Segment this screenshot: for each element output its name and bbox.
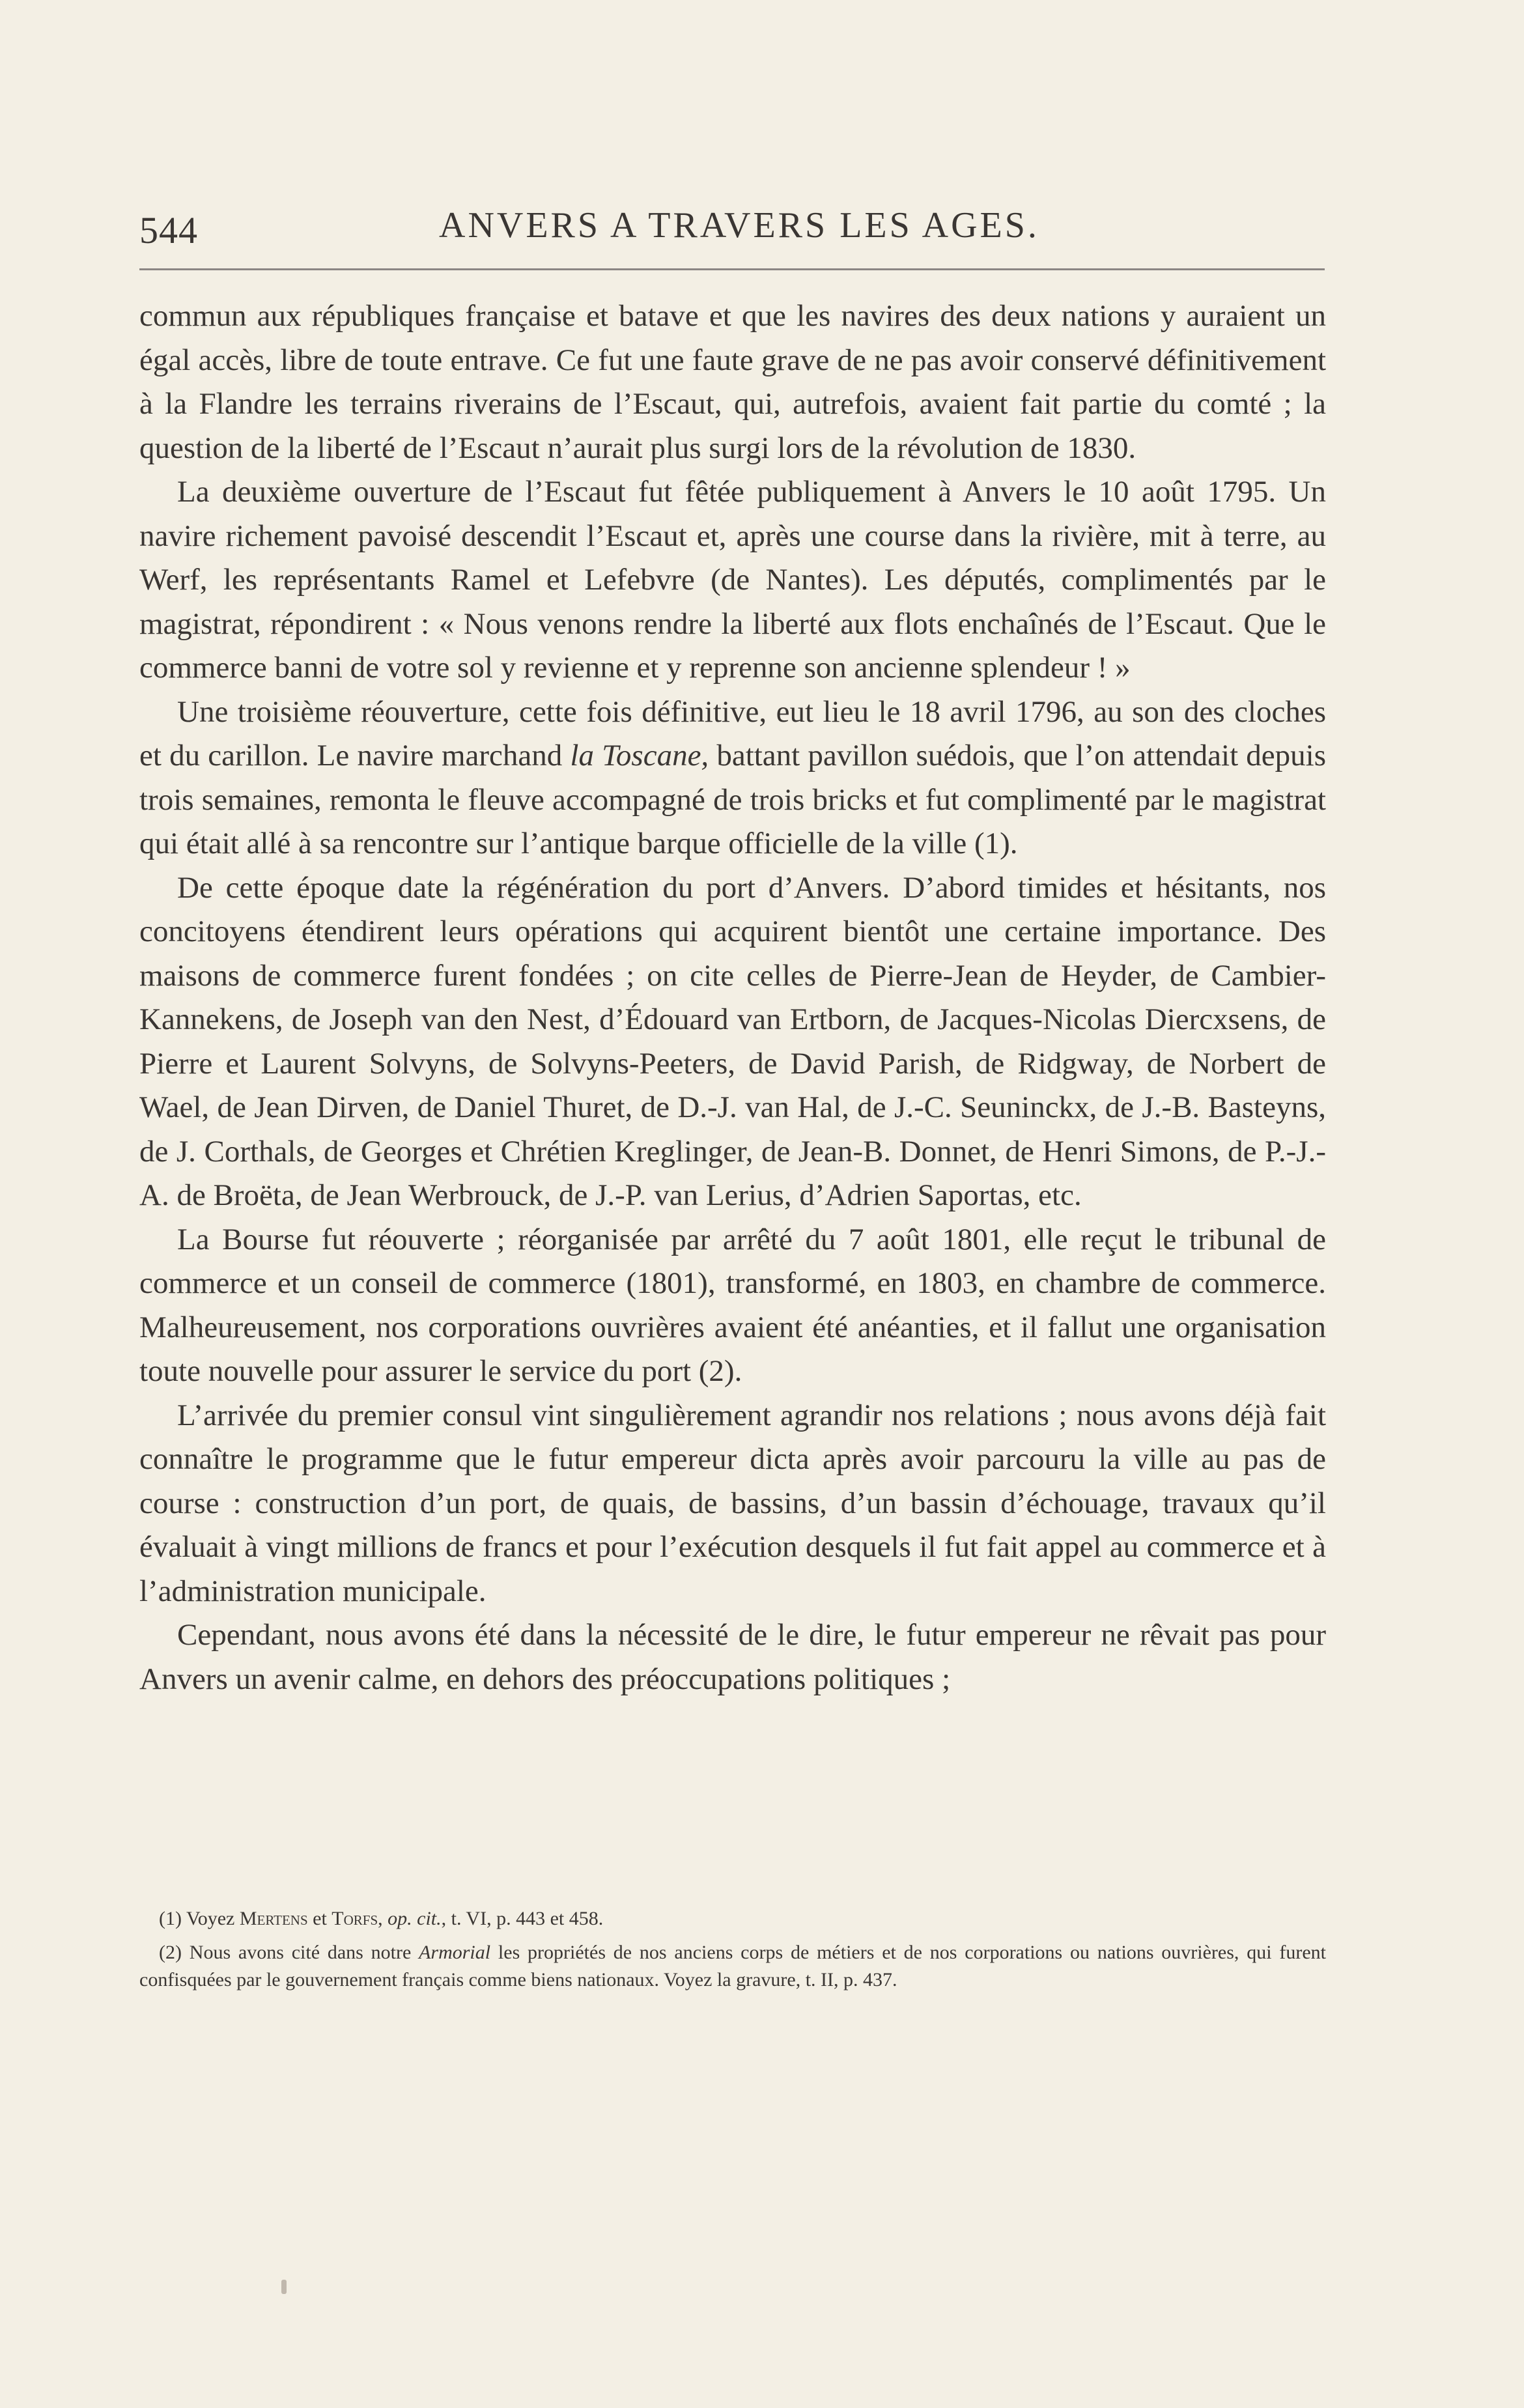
paragraph-1: commun aux républiques française et batave et que les navires des deux nations y auraient un égal accès, libre de toute entrave. Ce fut une faute grave de ne pas avoir conservé définitivement à la Flandre les terrains riverains de l’Escaut, qui, autrefois, avaient fait partie du comté ; la question de la liberté de l’Escaut n’aurait plus surgi lors de la révolution de 1830. xyxy=(139,299,1326,465)
footnote-1 xyxy=(139,1905,1326,1933)
footnote-1-author-2: Torfs xyxy=(332,1908,378,1929)
body-text xyxy=(139,294,1326,1701)
footnote-1-conjunction: et xyxy=(307,1908,332,1929)
header-rule xyxy=(139,268,1325,270)
footnote-2-prefix: (2) Nous avons cité dans notre xyxy=(159,1942,419,1963)
footnotes xyxy=(139,1905,1326,2000)
footnote-2-book-title: Armorial xyxy=(419,1942,491,1963)
paragraph-3-end: battant pavillon suédois, que l’on attendait depuis trois semaines, remonta le fleuve accompagné de trois bricks et fut complimenté par le magistrat qui était allé à sa rencontre sur l’antique barque officielle de la ville (1). xyxy=(139,739,1326,860)
footnote-1-op-cit: op. cit. xyxy=(388,1908,442,1929)
paragraph-3 xyxy=(139,690,1326,866)
footnote-1-separator: , xyxy=(378,1908,388,1929)
paragraph-5: La Bourse fut réouverte ; réorganisée par arrêté du 7 août 1801, elle reçut le tribunal de commerce et un conseil de commerce (1801), transformé, en 1803, en chambre de commerce. Malheureusement, nos corporations ouvrières avaient été anéanties, et il fallut une organisation toute nouvelle pour assurer le service du port (2). xyxy=(139,1222,1326,1388)
ship-name: la Toscane, xyxy=(570,739,709,772)
paragraph-7: Cependant, nous avons été dans la nécessité de le dire, le futur empereur ne rêvait pas pour Anvers un avenir calme, en dehors des préoccupations politiques ; xyxy=(139,1618,1326,1696)
footnote-1-reference: , t. VI, p. 443 et 458. xyxy=(441,1908,604,1929)
page-header xyxy=(139,195,1325,267)
paper-speck xyxy=(281,2280,287,2294)
paragraph-6: L’arrivée du premier consul vint singulièrement agrandir nos relations ; nous avons déjà fait connaître le programme que le futur empereur dicta après avoir parcouru la ville au pas de course : construction d’un port, de quais, de bassins, d’un bassin d’échouage, travaux qu’il évaluait à vingt millions de francs et pour l’exécution desquels il fut fait appel au commerce et à l’administration municipale. xyxy=(139,1398,1326,1608)
footnote-1-prefix: (1) Voyez xyxy=(159,1908,240,1929)
page-number: 544 xyxy=(139,209,198,251)
paragraph-3-start: Une troisième réouverture, cette fois définitive, eut lieu le 18 avril 1796, au son des cloches et du carillon. Le navire marchand xyxy=(139,694,1326,772)
footnote-2-text: les propriétés de nos anciens corps de métiers et de nos corporations ou nations ouvrières, qui furent confisquées par le gouvernement français comme biens nationaux. Voyez la gravure, t. II, p. 437. xyxy=(139,1942,1326,1990)
running-title: ANVERS A TRAVERS LES AGES. xyxy=(439,205,1039,246)
paragraph-2: La deuxième ouverture de l’Escaut fut fêtée publiquement à Anvers le 10 août 1795. Un navire richement pavoisé descendit l’Escaut et, après une course dans la rivière, mit à terre, au Werf, les représentants Ramel et Lefebvre (de Nantes). Les députés, complimentés par le magistrat, répondirent : « Nous venons rendre la liberté aux flots enchaînés de l’Escaut. Que le commerce banni de votre sol y revienne et y reprenne son ancienne splendeur ! » xyxy=(139,475,1326,685)
footnote-1-author-1: Mertens xyxy=(239,1908,308,1929)
paragraph-4: De cette époque date la régénération du port d’Anvers. D’abord timides et hésitants, nos concitoyens étendirent leurs opérations qui acquirent bientôt une certaine importance. Des maisons de commerce furent fondées ; on cite celles de Pierre-Jean de Heyder, de Cambier-Kannekens, de Joseph van den Nest, d’Édouard van Ertborn, de Jacques-Nicolas Diercxsens, de Pierre et Laurent Solvyns, de Solvyns-Peeters, de David Parish, de Ridgway, de Norbert de Wael, de Jean Dirven, de Daniel Thuret, de D.-J. van Hal, de J.-C. Seuninckx, de J.-B. Basteyns, de J. Corthals, de Georges et Chrétien Kreglinger, de Jean-B. Donnet, de Henri Simons, de P.-J.-A. de Broëta, de Jean Werbrouck, de J.-P. van Lerius, d’Adrien Saportas, etc. xyxy=(139,870,1326,1212)
footnote-2 xyxy=(139,1939,1326,1994)
